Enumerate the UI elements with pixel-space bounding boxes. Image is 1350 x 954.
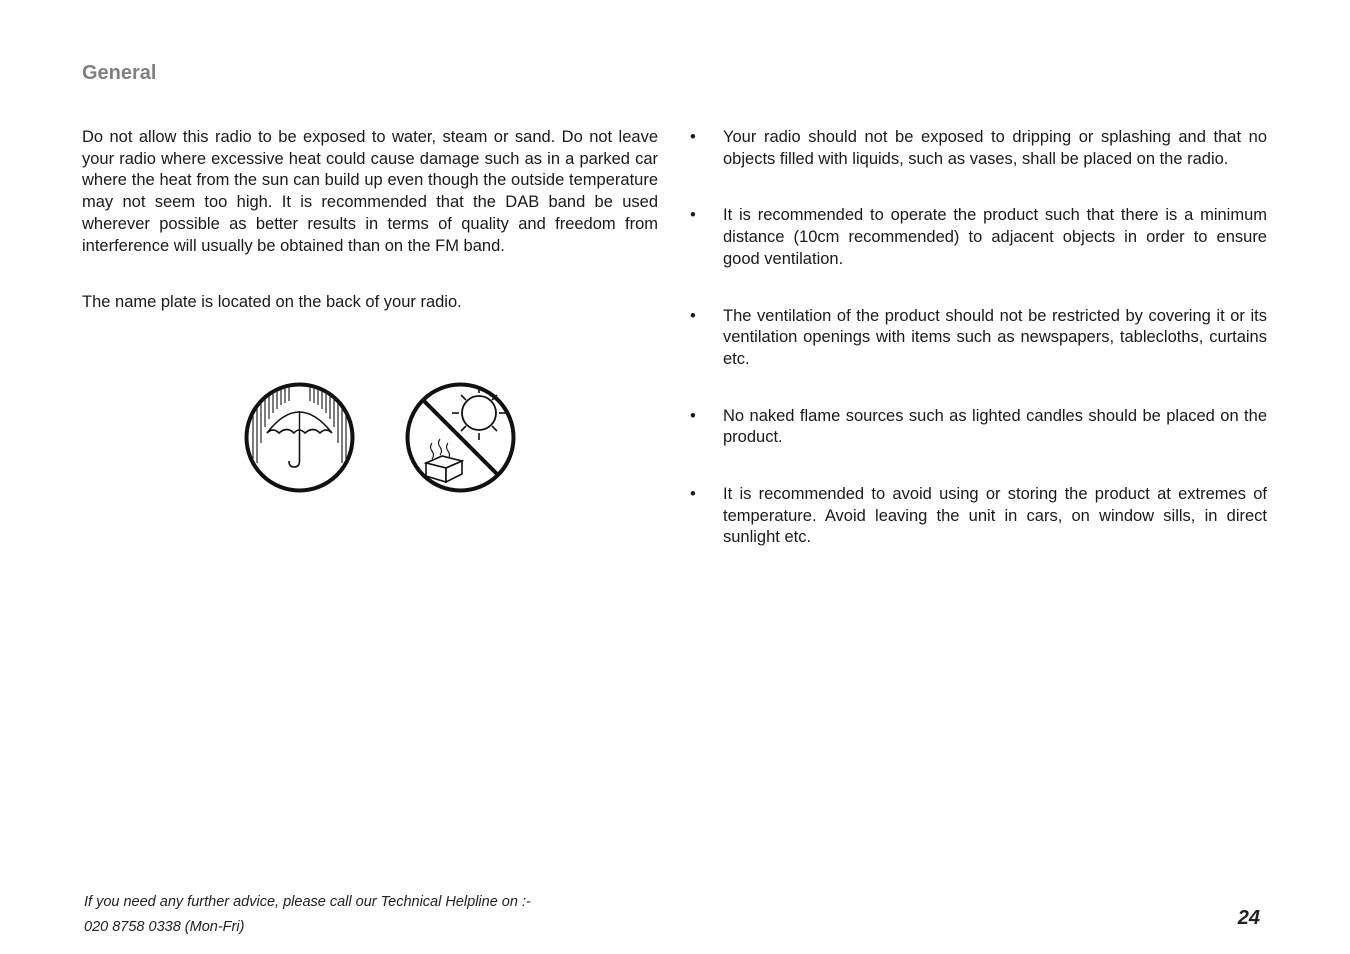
list-item-text: It is recommended to avoid using or storing the product at extremes of temperature. Avoid leaving the unit in cars, on window sills, in direct sunlight etc. xyxy=(723,485,1267,547)
list-item-text: The ventilation of the product should not be restricted by covering it or its ventilation openings with items such as newspapers, tablecloths, curtains etc. xyxy=(723,306,1267,368)
list-item-text: No naked flame sources such as lighted candles should be placed on the product. xyxy=(723,406,1267,447)
bullet-icon: • xyxy=(690,128,696,146)
left-column xyxy=(82,127,658,349)
bullet-icon: • xyxy=(690,406,696,425)
page-number: 24 xyxy=(1237,907,1260,929)
bullet-icon: • xyxy=(690,206,696,225)
page-heading: General xyxy=(82,62,157,84)
bullet-icon: • xyxy=(690,485,696,504)
helpline-phone: 020 8758 0338 (Mon-Fri) xyxy=(84,919,245,935)
list-item-text: It is recommended to operate the product such that there is a minimum distance (10cm recommended) to adjacent objects in order to ensure good ventilation. xyxy=(723,206,1267,268)
no-sunlight-heat-icon xyxy=(404,381,517,494)
paragraph-name-plate: The name plate is located on the back of your radio. xyxy=(82,293,462,312)
paragraph-exposure-warning: Do not allow this radio to be exposed to water, steam or sand. Do not leave your radio where excessive heat could cause damage such as in a parked car where the heat from the sun can build up even though the outside temperature may not seem too high. It is recommended that the DAB band be used wherever possible as better results in terms of quality and freedom from interference will usually be obtained than on the FM band. xyxy=(82,128,658,255)
list-item-text: Your radio should not be exposed to dripping or splashing and that no objects filled with liquids, such as vases, shall be placed on the radio. xyxy=(723,128,1267,168)
bullet-icon: • xyxy=(690,306,696,325)
list-item xyxy=(690,205,1267,270)
safety-bullet-list xyxy=(690,127,1267,584)
list-item xyxy=(690,484,1267,549)
helpline-footer xyxy=(84,890,531,940)
list-item xyxy=(690,127,1267,170)
list-item xyxy=(690,306,1267,371)
helpline-text: If you need any further advice, please call our Technical Helpline on :- xyxy=(84,894,531,910)
umbrella-rain-icon xyxy=(243,381,356,494)
list-item xyxy=(690,406,1267,449)
warning-icons xyxy=(243,381,517,494)
